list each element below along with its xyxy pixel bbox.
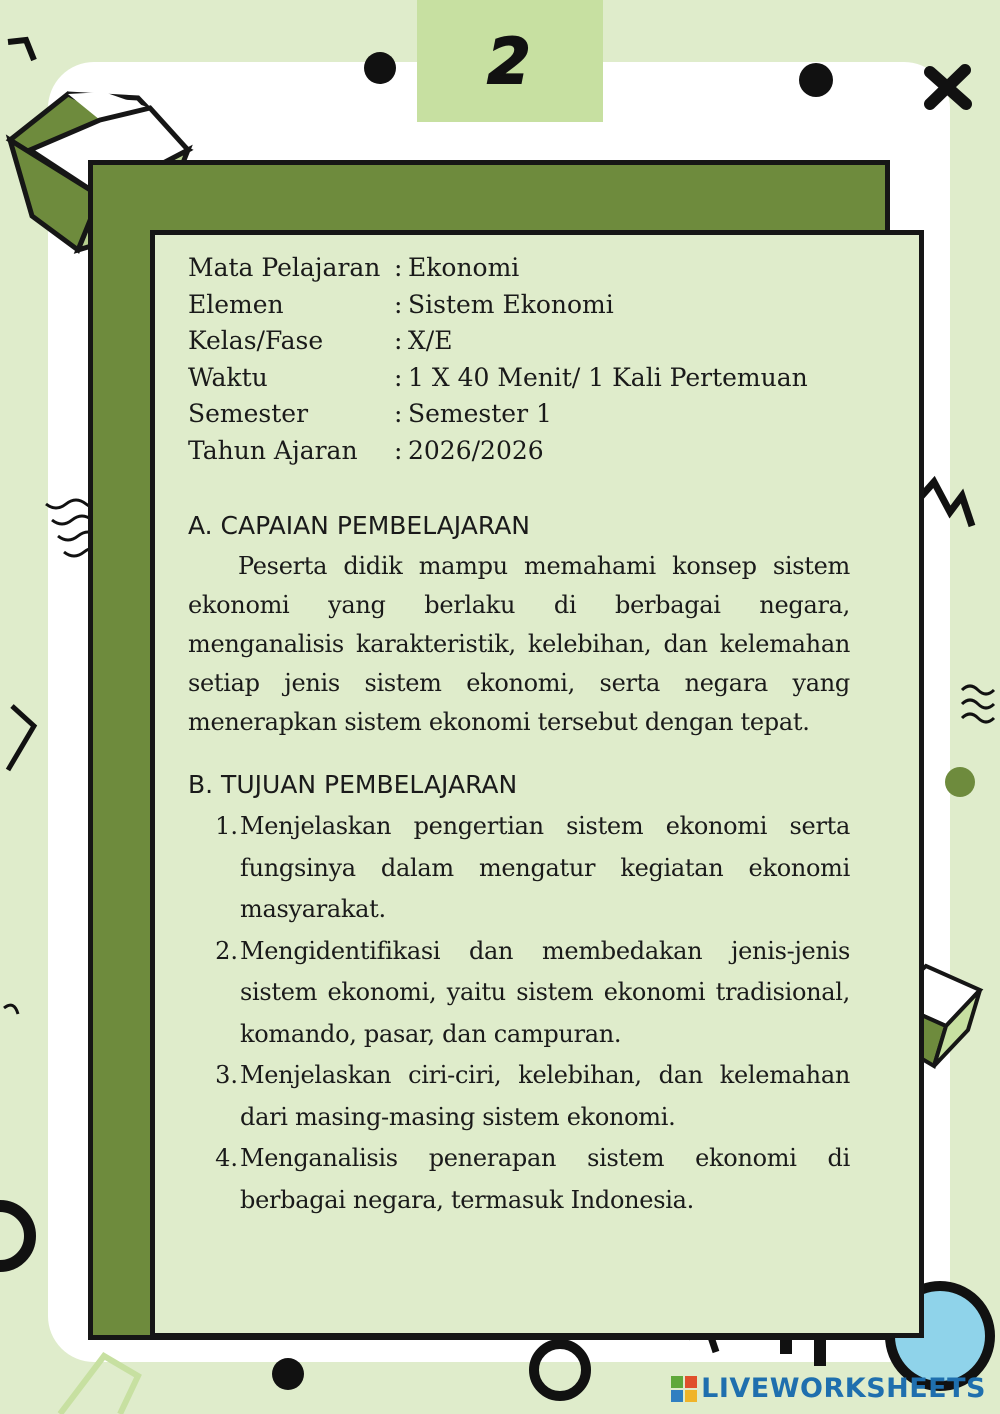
page-number-tab bbox=[417, 0, 603, 122]
list-item-number: 2. bbox=[215, 936, 238, 965]
info-value: X/E bbox=[408, 326, 453, 355]
info-separator: : bbox=[394, 435, 403, 465]
liveworksheets-logo-icon bbox=[671, 1376, 697, 1402]
info-separator: : bbox=[394, 253, 403, 282]
ring-icon bbox=[0, 1206, 30, 1266]
info-row bbox=[188, 323, 850, 360]
list-item bbox=[188, 931, 850, 1056]
wave-icon bbox=[962, 686, 994, 722]
list-item-text: Menjelaskan ciri-ciri, kelebihan, dan kelemahan dari masing-masing sistem ekonomi. bbox=[240, 1061, 850, 1131]
page-number: 2 bbox=[487, 24, 533, 98]
info-separator: : bbox=[394, 362, 403, 392]
info-value: 2026/2026 bbox=[408, 435, 544, 465]
info-label: Semester bbox=[188, 399, 309, 428]
info-separator: : bbox=[394, 326, 403, 355]
worksheet-content bbox=[188, 250, 850, 1221]
info-row bbox=[188, 396, 850, 433]
info-value: Ekonomi bbox=[408, 253, 520, 282]
info-label: Mata Pelajaran bbox=[188, 253, 381, 282]
watermark-text: LIVEWORKSHEETS bbox=[701, 1373, 986, 1404]
triangle-icon bbox=[60, 1356, 138, 1414]
dot-icon bbox=[272, 1358, 304, 1390]
info-value: 1 X 40 Menit/ 1 Kali Pertemuan bbox=[408, 362, 808, 392]
hook-icon bbox=[4, 1005, 18, 1014]
list-item-text: Menjelaskan pengertian sistem ekonomi serta fungsinya dalam mengatur kegiatan ekonomi masyarakat. bbox=[240, 812, 850, 923]
list-item bbox=[188, 1055, 850, 1138]
dot-icon bbox=[945, 767, 975, 797]
section-b-heading: B. TUJUAN PEMBELAJARAN bbox=[188, 770, 518, 799]
plus-icon bbox=[930, 70, 966, 104]
liveworksheets-watermark[interactable] bbox=[671, 1373, 986, 1404]
dot-icon bbox=[364, 52, 396, 84]
info-separator: : bbox=[394, 289, 403, 319]
dot-icon bbox=[799, 63, 833, 97]
list-item bbox=[188, 1138, 850, 1221]
info-row bbox=[188, 250, 850, 287]
corner-tick-icon bbox=[8, 40, 34, 60]
list-item-text: Menganalisis penerapan sistem ekonomi di berbagai negara, termasuk Indonesia. bbox=[240, 1144, 850, 1214]
info-separator: : bbox=[394, 399, 403, 428]
info-row bbox=[188, 360, 850, 397]
info-table bbox=[188, 250, 850, 469]
list-item-number: 3. bbox=[215, 1061, 238, 1089]
list-item-text: Mengidentifikasi dan membedakan jenis-jenis sistem ekonomi, yaitu sistem ekonomi tradisional, komando, pasar, dan campuran. bbox=[240, 936, 850, 1048]
chevron-icon bbox=[8, 706, 34, 770]
info-value: Sistem Ekonomi bbox=[408, 289, 614, 319]
info-row bbox=[188, 433, 850, 470]
section-a-paragraph: Peserta didik mampu memahami konsep sistem ekonomi yang berlaku di berbagai negara, menganalisis karakteristik, kelebihan, dan kelemahan setiap jenis sistem ekonomi, serta negara yang menerapkan sistem ekonomi tersebut dengan tepat. bbox=[188, 552, 850, 736]
info-label: Waktu bbox=[188, 362, 268, 392]
list-item bbox=[188, 806, 850, 931]
section-a-heading: A. CAPAIAN PEMBELAJARAN bbox=[188, 511, 531, 540]
list-item-number: 4. bbox=[215, 1144, 238, 1172]
info-value: Semester 1 bbox=[408, 399, 552, 428]
info-label: Elemen bbox=[188, 289, 284, 319]
info-label: Kelas/Fase bbox=[188, 326, 324, 355]
info-label: Tahun Ajaran bbox=[188, 435, 358, 465]
info-row bbox=[188, 287, 850, 324]
goal-list bbox=[188, 806, 850, 1221]
ring-icon bbox=[534, 1344, 586, 1396]
list-item-number: 1. bbox=[215, 812, 238, 840]
